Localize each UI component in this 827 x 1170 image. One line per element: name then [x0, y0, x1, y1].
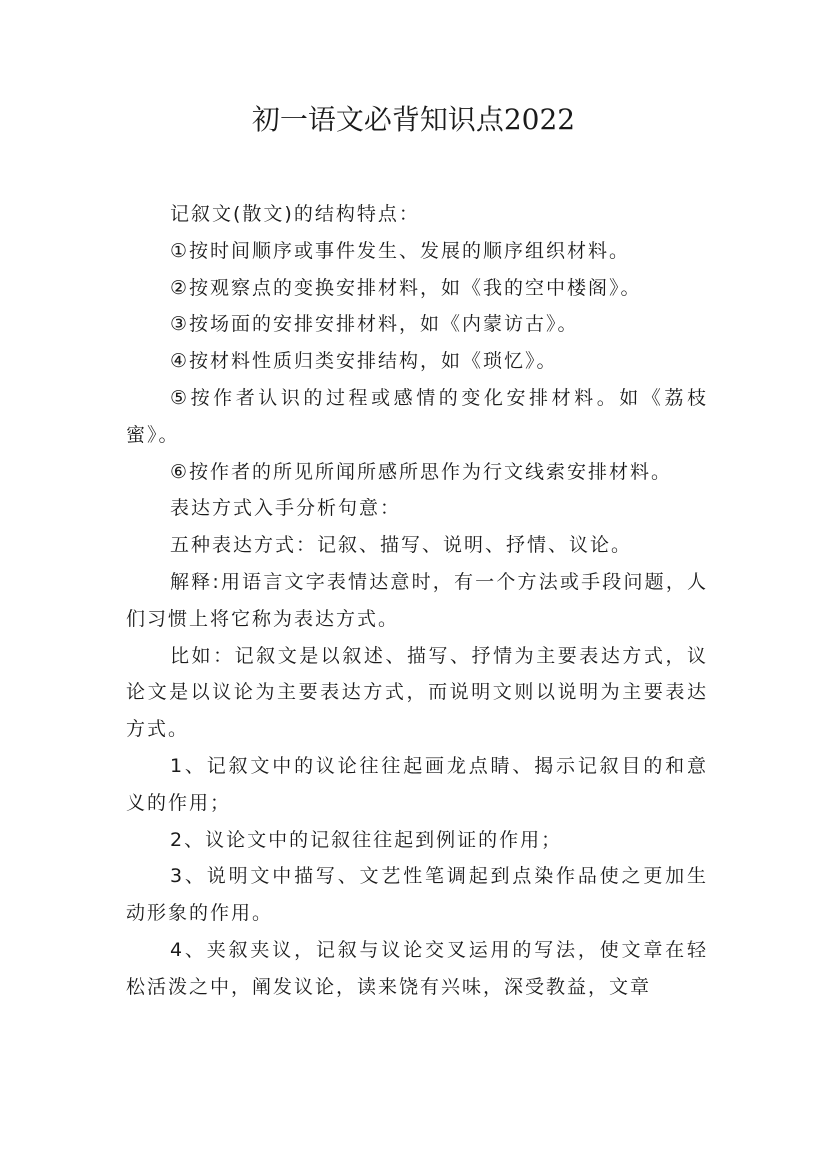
paragraph-item-3: ③按场面的安排安排材料，如《内蒙访古》。: [170, 313, 579, 336]
paragraph-example: 比如：记叙文是以叙述、描写、抒情为主要表达方式，议论文是以议论为主要表达方式，而说明文则以说明为主要表达方式。: [126, 644, 708, 741]
paragraph-item-6: ⑥按作者的所见所闻所感所思作为行文线索安排材料。: [170, 460, 673, 483]
paragraph-item-5: ⑤按作者认识的过程或感情的变化安排材料。如《荔枝蜜》。: [126, 386, 708, 446]
document-body: [126, 196, 708, 1006]
paragraph-five-modes: 五种表达方式：记叙、描写、说明、抒情、议论。: [170, 534, 633, 557]
document-title: 初一语文必背知识点2022: [251, 103, 576, 136]
paragraph-narrative-structure: 记叙文(散文)的结构特点：: [170, 203, 420, 225]
paragraph-expression-heading: 表达方式入手分析句意：: [170, 497, 402, 520]
paragraph-item-1: ①按时间顺序或事件发生、发展的顺序组织材料。: [170, 239, 631, 262]
paragraph-item-4: ④按材料性质归类安排结构，如《琐忆》。: [170, 350, 558, 373]
paragraph-point-1: 1、记叙文中的议论往往起画龙点睛、揭示记叙目的和意义的作用；: [126, 754, 708, 814]
paragraph-item-2: ②按观察点的变换安排材料，如《我的空中楼阁》。: [170, 276, 642, 299]
paragraph-point-2: 2、议论文中的记叙往往起到例证的作用；: [170, 828, 563, 851]
paragraph-point-4: 4、夹叙夹议，记叙与议论交叉运用的写法，使文章在轻松活泼之中，阐发议论，读来饶有兴味，深受教益，文章: [126, 938, 708, 998]
paragraph-explanation: 解释:用语言文字表情达意时，有一个方法或手段问题，人们习惯上将它称为表达方式。: [126, 570, 708, 630]
paragraph-point-3: 3、说明文中描写、文艺性笔调起到点染作品使之更加生动形象的作用。: [126, 865, 708, 925]
